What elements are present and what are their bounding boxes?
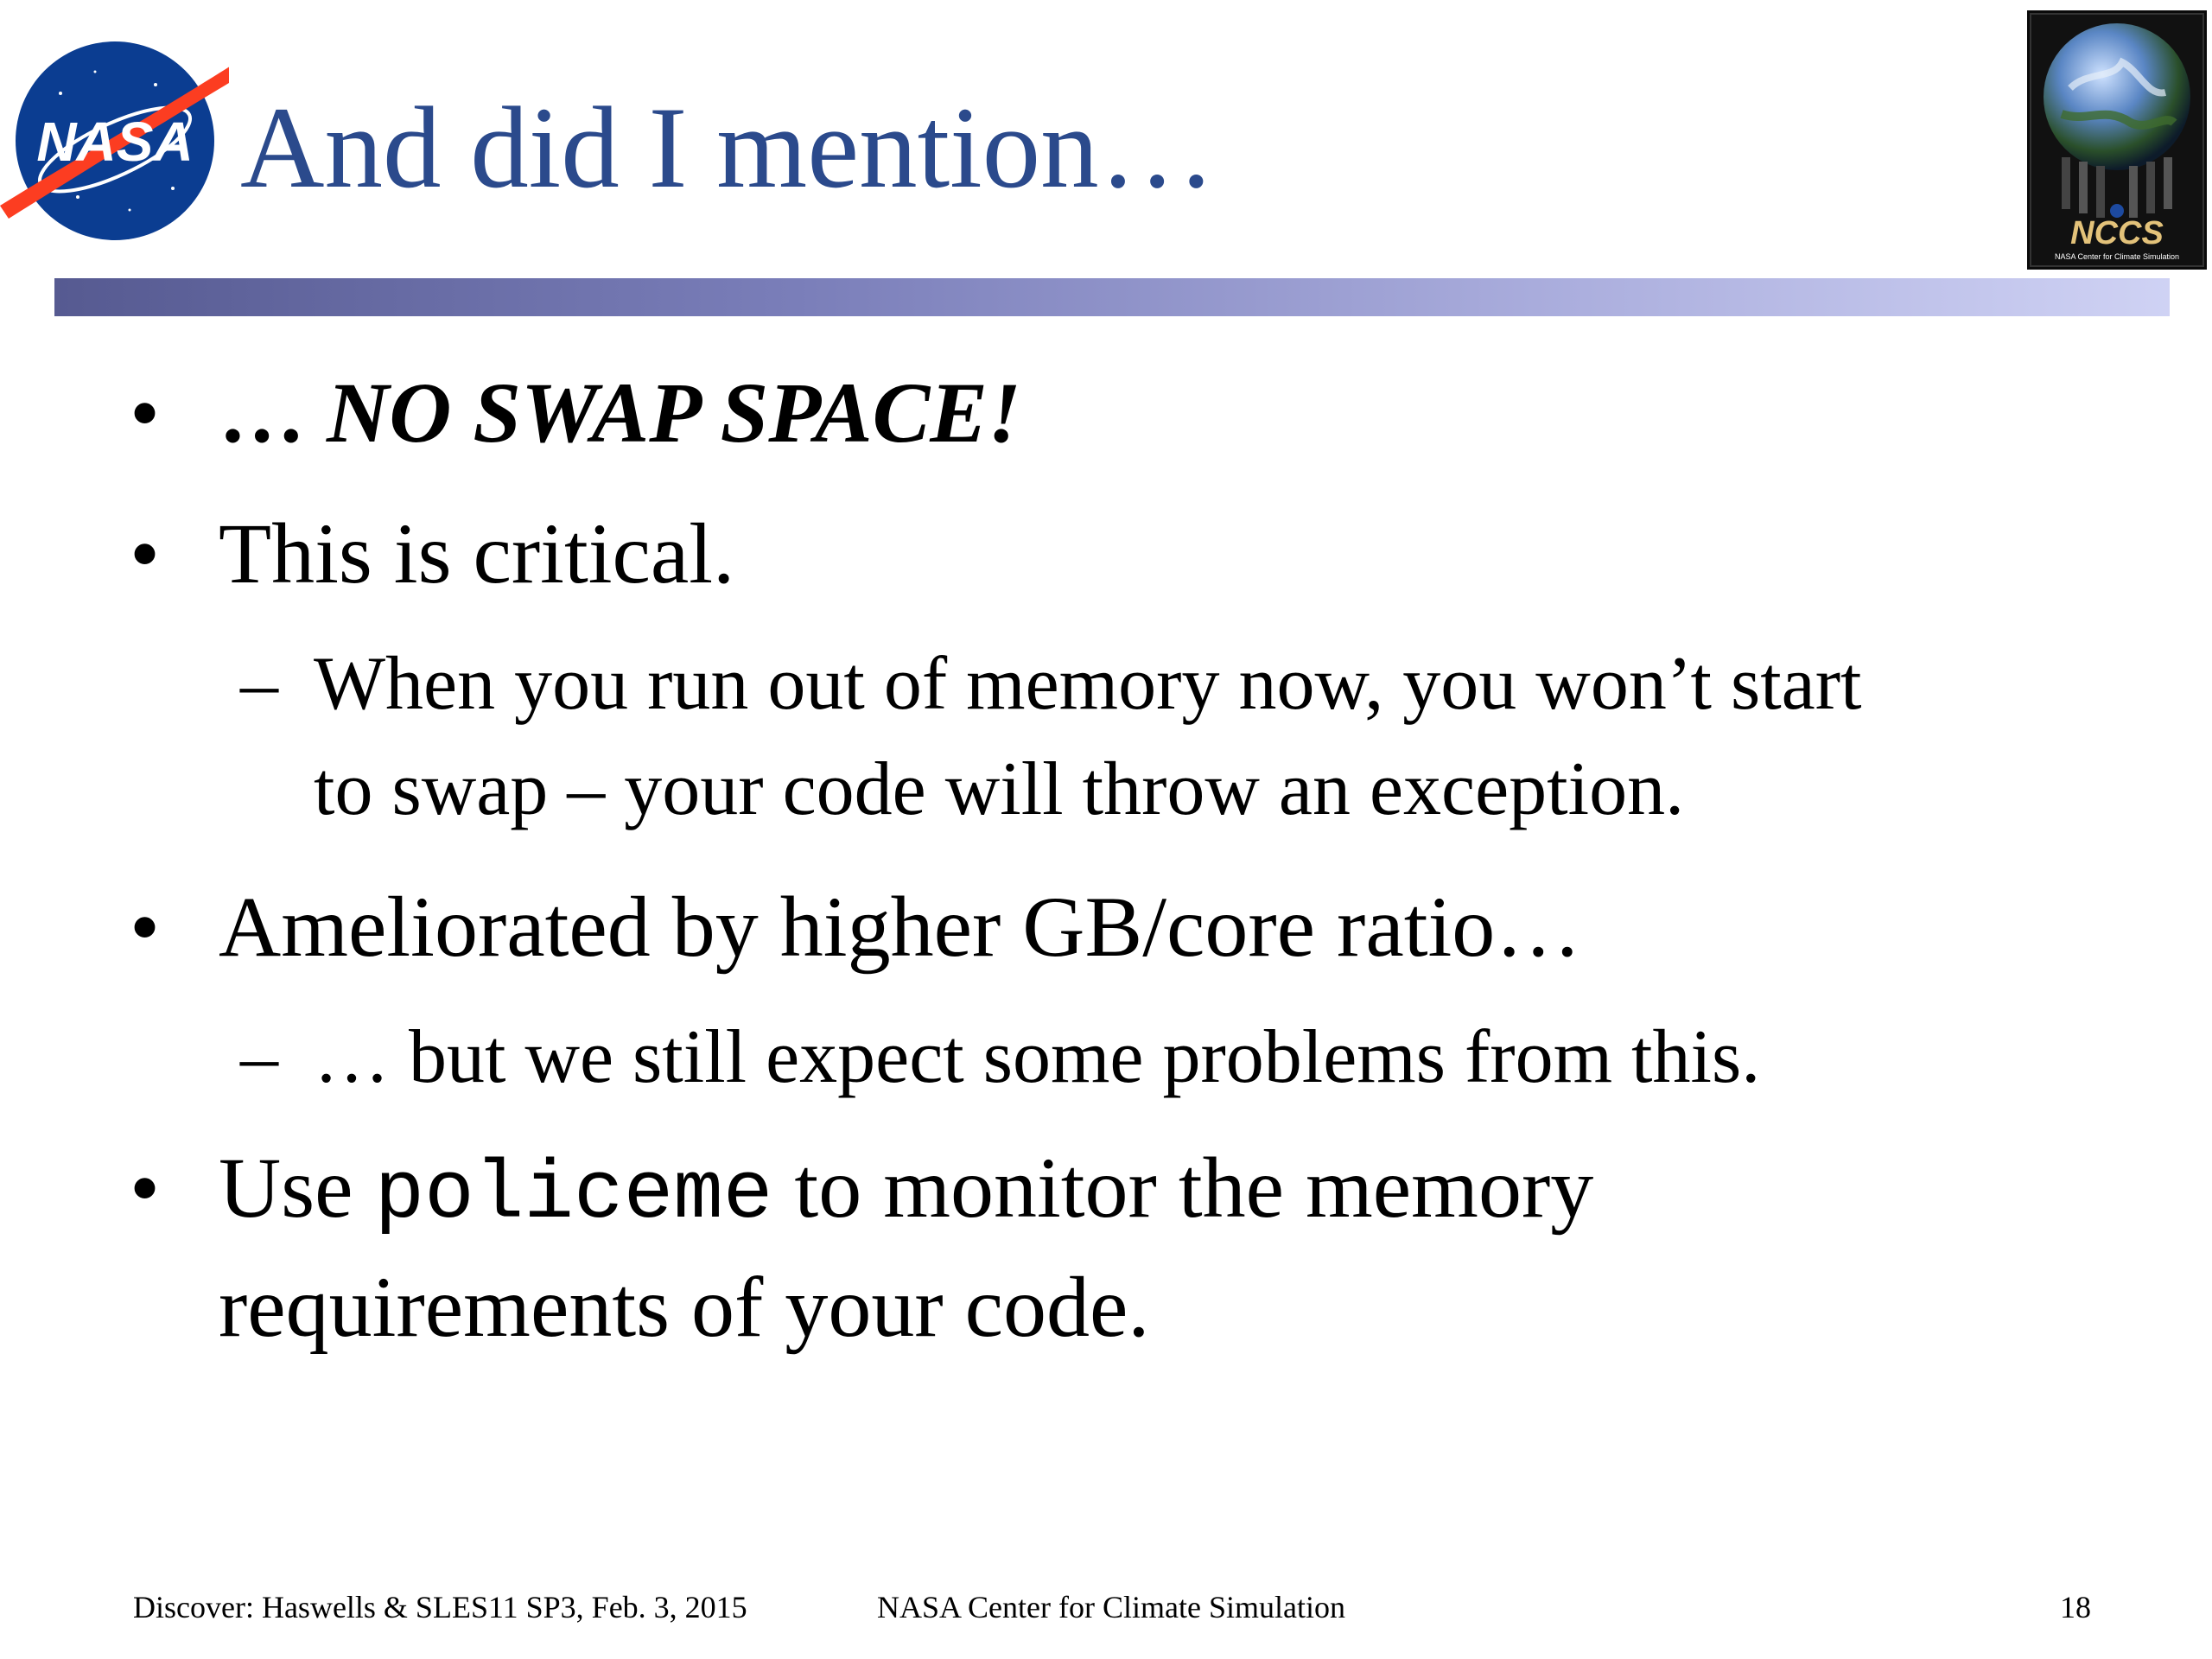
footer-left: Discover: Haswells & SLES11 SP3, Feb. 3, 2015	[133, 1590, 747, 1624]
nasa-logo-text: NASA	[36, 111, 194, 173]
nccs-logo-text: NCCS	[2070, 215, 2164, 251]
nccs-logo-caption: NASA Center for Climate Simulation	[2054, 252, 2180, 261]
page-number: 18	[2060, 1590, 2091, 1624]
sub-bullet-line: … but we still expect some problems from this.	[314, 1015, 1761, 1099]
bullet-line: requirements of your code.	[219, 1259, 1150, 1355]
sub-bullet-mark: –	[240, 1015, 278, 1099]
bullet-text	[219, 350, 1021, 475]
sub-bullet-line: to swap – your code will throw an exception.	[314, 747, 1685, 831]
bullet-text: Ameliorated by higher GB/core ratio…	[219, 879, 1582, 975]
bullet-post: to monitor the memory	[772, 1140, 1594, 1236]
bullet-pre: Use	[219, 1140, 375, 1236]
nasa-logo	[0, 33, 229, 249]
bullet-text	[219, 1125, 1593, 1257]
bullet-mark: •	[130, 505, 161, 601]
footer-center: NASA Center for Climate Simulation	[877, 1590, 1345, 1624]
sub-bullet-line: When you run out of memory now, you won’t start	[314, 642, 1862, 726]
bullet-mark: •	[130, 879, 161, 975]
slide-title: And did I mention…	[240, 84, 1216, 213]
code-command: policeme	[374, 1147, 773, 1242]
title-underline-bar	[54, 278, 2170, 316]
bullet-lead: …	[219, 365, 327, 461]
bullet-text: This is critical.	[219, 505, 735, 601]
bullet-emphasis: NO SWAP SPACE!	[327, 365, 1021, 461]
bullet-mark: •	[130, 365, 161, 461]
sub-bullet-mark: –	[240, 642, 278, 726]
bullet-mark: •	[130, 1140, 161, 1236]
nccs-logo	[2027, 10, 2207, 270]
